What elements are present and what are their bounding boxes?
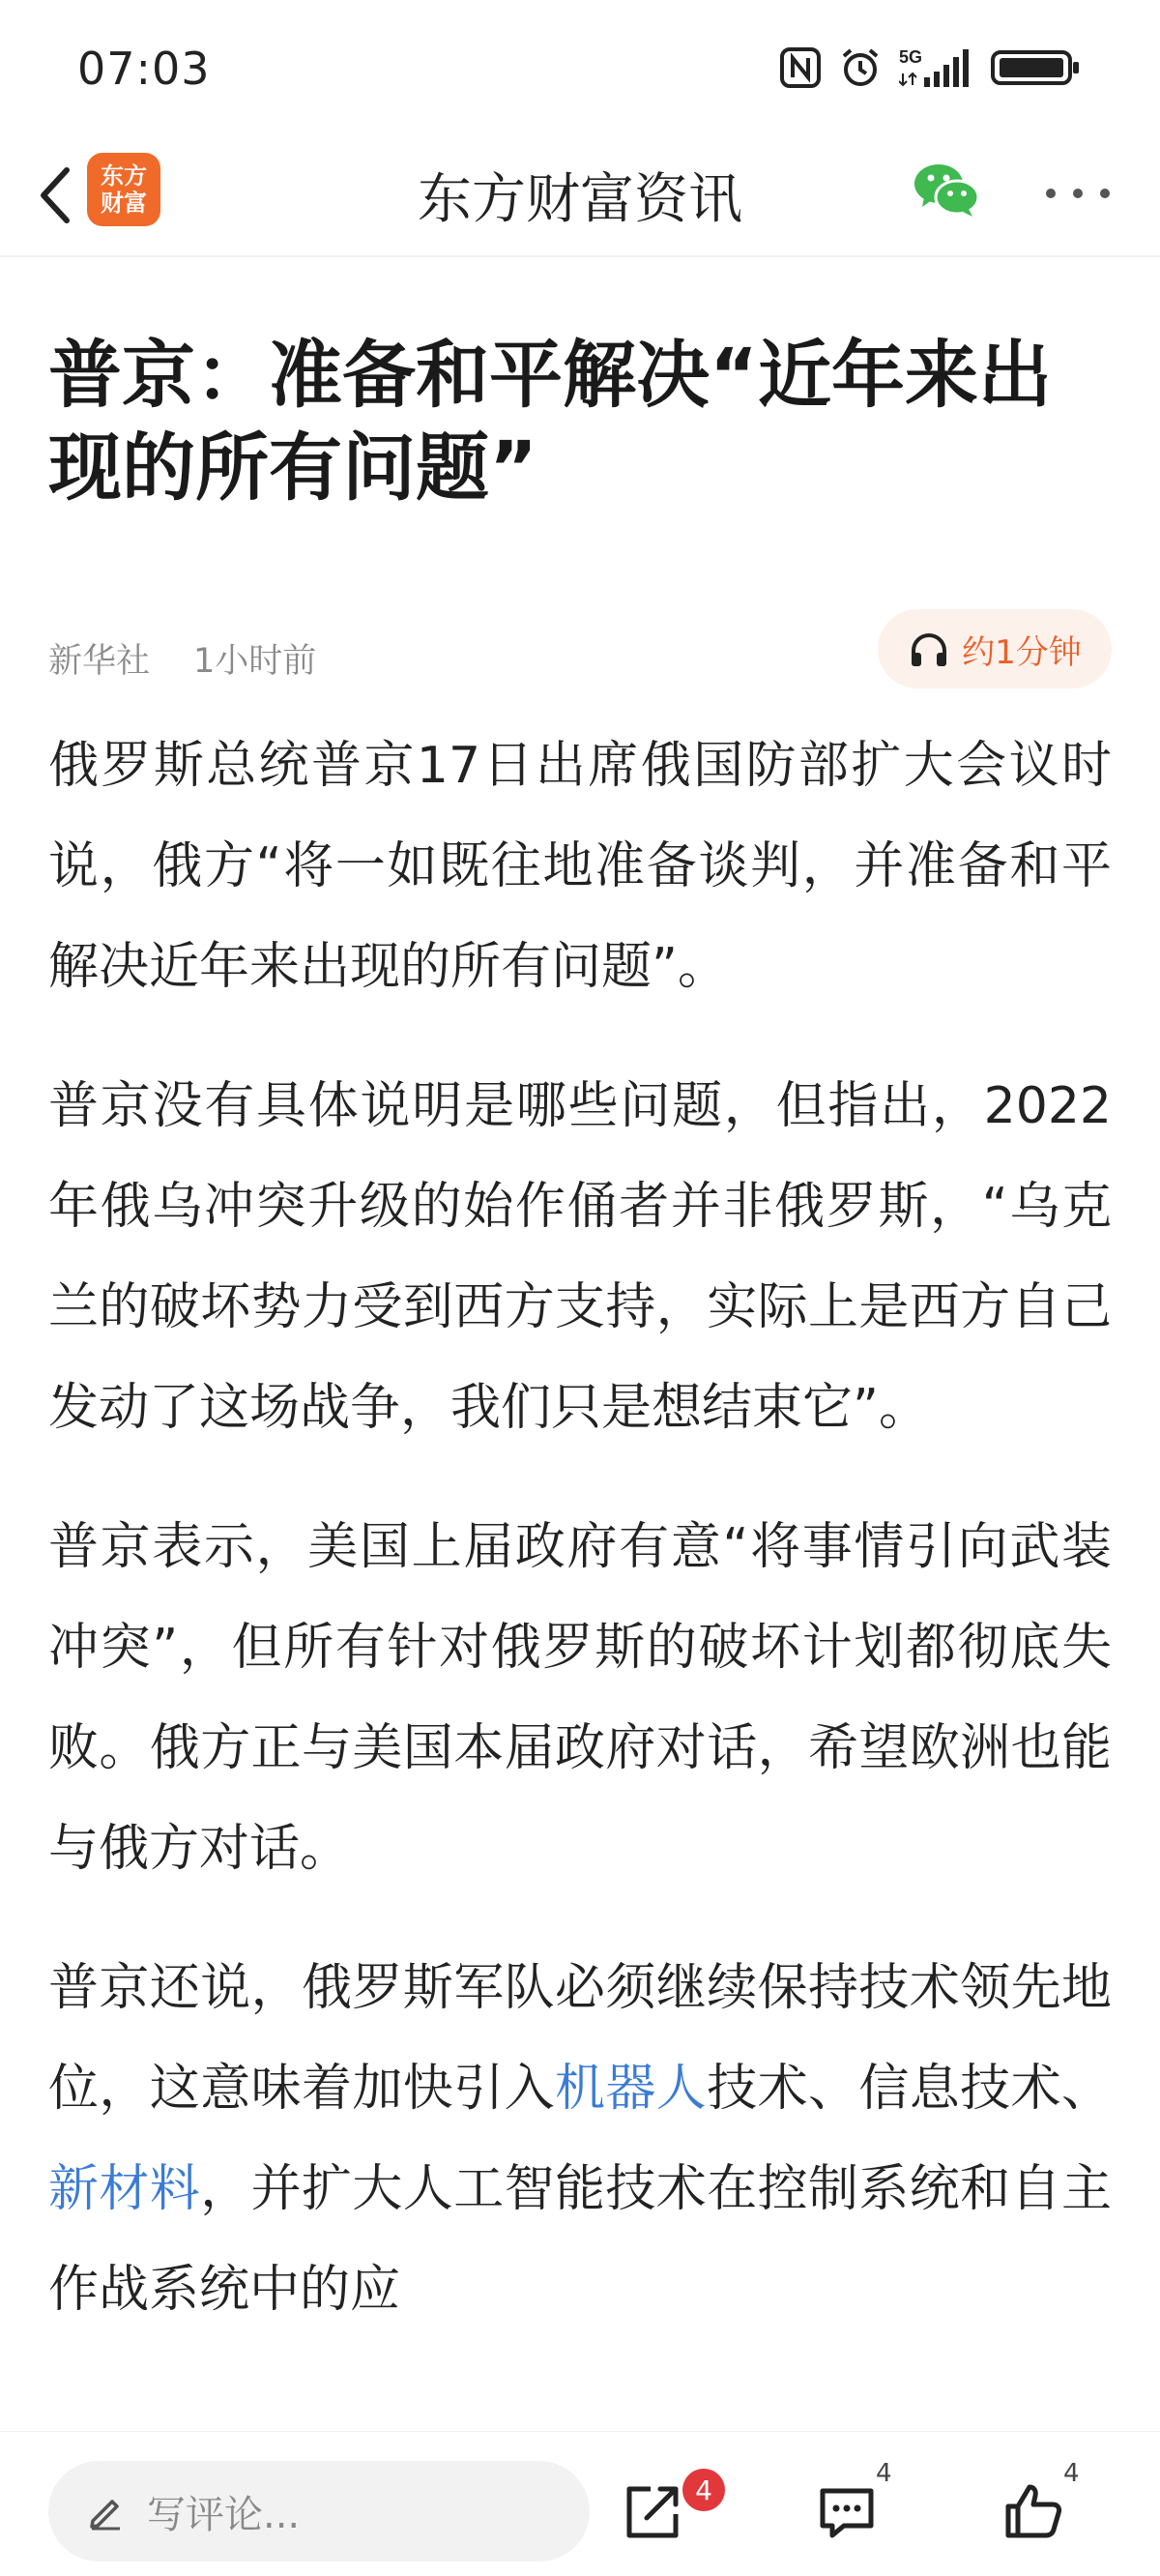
paragraph-4-text-b: 技术、信息技术、 [707, 2060, 1112, 2118]
comment-input[interactable] [48, 2461, 590, 2561]
comment-bubble-icon [815, 2479, 879, 2543]
more-icon-dot [1046, 189, 1056, 198]
network-type: 5G [899, 47, 923, 67]
pencil-icon [87, 2492, 126, 2531]
article-header [48, 329, 1112, 696]
signal-icon [899, 46, 972, 89]
keyword-link-robot[interactable]: 机器人 [554, 2060, 708, 2118]
paragraph-4-text-a: 普京还说，俄罗斯军队必须继续保持技术领先地位，这意味着加快引入 [48, 1959, 1112, 2118]
article-body [48, 716, 1112, 2427]
alarm-icon [839, 46, 882, 89]
logo-line-1: 东方 [101, 161, 147, 190]
headphones-icon [908, 629, 950, 668]
article-headline: 普京：准备和平解决“近年来出现的所有问题” [48, 332, 1052, 511]
article-time: 1小时前 [193, 642, 317, 681]
paragraph-2: 普京没有具体说明是哪些问题，但指出，2022年俄乌冲突升级的始作俑者并非俄罗斯，“乌克兰的破坏势力受到西方支持，实际上是西方自己发动了这场战争，我们只是想结束它”。 [48, 1077, 1112, 1437]
more-button[interactable] [1046, 174, 1110, 213]
share-button[interactable] [615, 2473, 692, 2550]
bottom-action-bar [0, 2431, 1160, 2576]
article-source: 新华社 [48, 642, 151, 681]
paragraph-1: 俄罗斯总统普京17日出席俄国防部扩大会议时说，俄方“将一如既往地准备谈判，并准备和平解决近年来出现的所有问题”。 [48, 737, 1112, 996]
paragraph-4 [48, 1938, 1112, 2340]
thumbs-up-icon [1002, 2479, 1066, 2543]
wechat-share-button[interactable] [913, 159, 980, 226]
nfc-icon [779, 46, 822, 89]
keyword-link-new-materials[interactable]: 新材料 [48, 2160, 201, 2218]
nav-title: 东方财富资讯 [418, 168, 742, 231]
like-count: 4 [1063, 2459, 1080, 2488]
more-icon-dot [1073, 189, 1083, 198]
listen-button[interactable] [878, 609, 1112, 688]
nav-bar [0, 135, 1160, 257]
article-meta [48, 609, 1112, 696]
paragraph-3: 普京表示，美国上届政府有意“将事情引向武装冲突”，但所有针对俄罗斯的破坏计划都彻底失败。俄方正与美国本届政府对话，希望欧洲也能与俄方对话。 [48, 1518, 1112, 1878]
paragraph-4-text-c: ，并扩大人工智能技术在控制系统和自主作战系统中的应 [48, 2160, 1112, 2319]
status-time: 07:03 [77, 43, 211, 95]
comment-count: 4 [876, 2459, 892, 2488]
wechat-icon [913, 159, 980, 222]
like-button[interactable] [996, 2473, 1073, 2550]
share-badge: 4 [682, 2469, 725, 2511]
comments-button[interactable] [808, 2473, 885, 2550]
app-logo [87, 153, 160, 226]
status-icons [779, 46, 1083, 89]
listen-duration: 约1分钟 [962, 632, 1082, 672]
back-button[interactable] [21, 155, 89, 236]
back-icon [36, 164, 74, 226]
logo-line-2: 财富 [101, 189, 147, 217]
battery-icon [990, 46, 1083, 89]
share-icon [622, 2479, 685, 2543]
more-icon-dot [1100, 189, 1110, 198]
comment-placeholder: 写评论... [147, 2492, 301, 2537]
status-bar [0, 0, 1160, 135]
